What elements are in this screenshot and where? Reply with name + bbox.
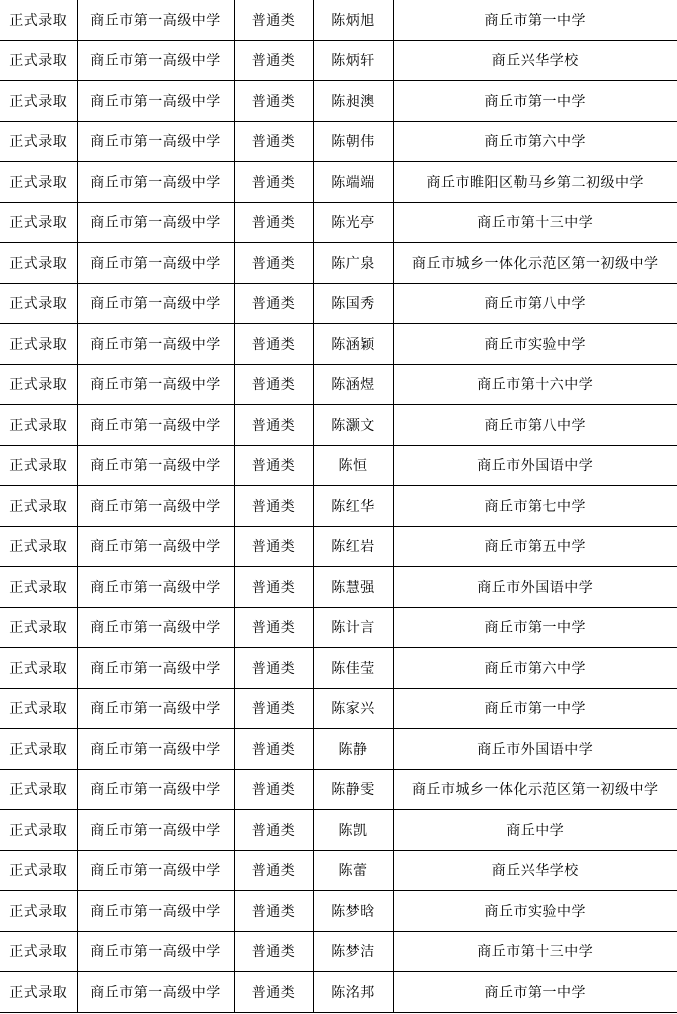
student-name-cell: 陈静雯 [313, 769, 393, 810]
table-row [0, 0, 677, 40]
student-name-cell: 陈红岩 [313, 526, 393, 567]
table-row [0, 688, 677, 729]
table-row [0, 121, 677, 162]
student-name-cell: 陈梦洁 [313, 931, 393, 972]
table-row [0, 202, 677, 243]
graduating-school-cell: 商丘市第七中学 [393, 486, 677, 527]
status-cell: 正式录取 [0, 567, 77, 608]
category-cell: 普通类 [234, 567, 313, 608]
student-name-cell: 陈计言 [313, 607, 393, 648]
admitting-school-cell: 商丘市第一高级中学 [77, 364, 234, 405]
table-row [0, 567, 677, 608]
status-cell: 正式录取 [0, 243, 77, 284]
admitting-school-cell: 商丘市第一高级中学 [77, 445, 234, 486]
table-row [0, 526, 677, 567]
table-row [0, 40, 677, 81]
table-row [0, 405, 677, 446]
category-cell: 普通类 [234, 324, 313, 365]
graduating-school-cell: 商丘市睢阳区勒马乡第二初级中学 [393, 162, 677, 203]
graduating-school-cell: 商丘市外国语中学 [393, 445, 677, 486]
category-cell: 普通类 [234, 0, 313, 40]
category-cell: 普通类 [234, 405, 313, 446]
category-cell: 普通类 [234, 121, 313, 162]
admitting-school-cell: 商丘市第一高级中学 [77, 162, 234, 203]
status-cell: 正式录取 [0, 850, 77, 891]
status-cell: 正式录取 [0, 486, 77, 527]
table-row [0, 972, 677, 1013]
table-row [0, 486, 677, 527]
status-cell: 正式录取 [0, 769, 77, 810]
table-row [0, 445, 677, 486]
status-cell: 正式录取 [0, 283, 77, 324]
admitting-school-cell: 商丘市第一高级中学 [77, 405, 234, 446]
table-row [0, 283, 677, 324]
graduating-school-cell: 商丘市第一中学 [393, 607, 677, 648]
table-row [0, 891, 677, 932]
student-name-cell: 陈炳旭 [313, 0, 393, 40]
admitting-school-cell: 商丘市第一高级中学 [77, 121, 234, 162]
category-cell: 普通类 [234, 688, 313, 729]
table-row [0, 243, 677, 284]
table-row [0, 769, 677, 810]
status-cell: 正式录取 [0, 648, 77, 689]
table-row [0, 729, 677, 770]
table-row [0, 162, 677, 203]
graduating-school-cell: 商丘市第五中学 [393, 526, 677, 567]
status-cell: 正式录取 [0, 445, 77, 486]
category-cell: 普通类 [234, 891, 313, 932]
graduating-school-cell: 商丘市实验中学 [393, 891, 677, 932]
admitting-school-cell: 商丘市第一高级中学 [77, 810, 234, 851]
graduating-school-cell: 商丘市城乡一体化示范区第一初级中学 [393, 243, 677, 284]
status-cell: 正式录取 [0, 81, 77, 122]
admitting-school-cell: 商丘市第一高级中学 [77, 243, 234, 284]
student-name-cell: 陈国秀 [313, 283, 393, 324]
student-name-cell: 陈慧强 [313, 567, 393, 608]
admitting-school-cell: 商丘市第一高级中学 [77, 567, 234, 608]
category-cell: 普通类 [234, 850, 313, 891]
category-cell: 普通类 [234, 283, 313, 324]
status-cell: 正式录取 [0, 121, 77, 162]
graduating-school-cell: 商丘市第一中学 [393, 688, 677, 729]
status-cell: 正式录取 [0, 40, 77, 81]
student-name-cell: 陈凯 [313, 810, 393, 851]
admitting-school-cell: 商丘市第一高级中学 [77, 202, 234, 243]
graduating-school-cell: 商丘市第六中学 [393, 648, 677, 689]
graduating-school-cell: 商丘市实验中学 [393, 324, 677, 365]
table-row [0, 364, 677, 405]
student-name-cell: 陈涵煜 [313, 364, 393, 405]
status-cell: 正式录取 [0, 972, 77, 1013]
graduating-school-cell: 商丘市第八中学 [393, 283, 677, 324]
status-cell: 正式录取 [0, 931, 77, 972]
table-row [0, 648, 677, 689]
category-cell: 普通类 [234, 648, 313, 689]
category-cell: 普通类 [234, 162, 313, 203]
student-name-cell: 陈红华 [313, 486, 393, 527]
student-name-cell: 陈恒 [313, 445, 393, 486]
admitting-school-cell: 商丘市第一高级中学 [77, 324, 234, 365]
admitting-school-cell: 商丘市第一高级中学 [77, 931, 234, 972]
category-cell: 普通类 [234, 972, 313, 1013]
graduating-school-cell: 商丘市第八中学 [393, 405, 677, 446]
category-cell: 普通类 [234, 607, 313, 648]
status-cell: 正式录取 [0, 0, 77, 40]
graduating-school-cell: 商丘兴华学校 [393, 850, 677, 891]
student-name-cell: 陈昶澳 [313, 81, 393, 122]
student-name-cell: 陈涵颖 [313, 324, 393, 365]
graduating-school-cell: 商丘中学 [393, 810, 677, 851]
status-cell: 正式录取 [0, 607, 77, 648]
status-cell: 正式录取 [0, 729, 77, 770]
admitting-school-cell: 商丘市第一高级中学 [77, 648, 234, 689]
graduating-school-cell: 商丘市外国语中学 [393, 567, 677, 608]
graduating-school-cell: 商丘市外国语中学 [393, 729, 677, 770]
status-cell: 正式录取 [0, 202, 77, 243]
table-row [0, 324, 677, 365]
status-cell: 正式录取 [0, 688, 77, 729]
graduating-school-cell: 商丘兴华学校 [393, 40, 677, 81]
student-name-cell: 陈广泉 [313, 243, 393, 284]
admitting-school-cell: 商丘市第一高级中学 [77, 526, 234, 567]
student-name-cell: 陈端端 [313, 162, 393, 203]
graduating-school-cell: 商丘市第十三中学 [393, 931, 677, 972]
category-cell: 普通类 [234, 729, 313, 770]
category-cell: 普通类 [234, 243, 313, 284]
admitting-school-cell: 商丘市第一高级中学 [77, 486, 234, 527]
admitting-school-cell: 商丘市第一高级中学 [77, 769, 234, 810]
category-cell: 普通类 [234, 40, 313, 81]
student-name-cell: 陈静 [313, 729, 393, 770]
student-name-cell: 陈灏文 [313, 405, 393, 446]
graduating-school-cell: 商丘市第十六中学 [393, 364, 677, 405]
status-cell: 正式录取 [0, 324, 77, 365]
status-cell: 正式录取 [0, 526, 77, 567]
student-name-cell: 陈炳轩 [313, 40, 393, 81]
category-cell: 普通类 [234, 931, 313, 972]
graduating-school-cell: 商丘市第一中学 [393, 0, 677, 40]
admitting-school-cell: 商丘市第一高级中学 [77, 891, 234, 932]
table-row [0, 850, 677, 891]
status-cell: 正式录取 [0, 810, 77, 851]
category-cell: 普通类 [234, 486, 313, 527]
table-row [0, 810, 677, 851]
student-name-cell: 陈光亭 [313, 202, 393, 243]
graduating-school-cell: 商丘市第六中学 [393, 121, 677, 162]
admitting-school-cell: 商丘市第一高级中学 [77, 607, 234, 648]
category-cell: 普通类 [234, 769, 313, 810]
status-cell: 正式录取 [0, 364, 77, 405]
category-cell: 普通类 [234, 364, 313, 405]
admitting-school-cell: 商丘市第一高级中学 [77, 688, 234, 729]
student-name-cell: 陈梦晗 [313, 891, 393, 932]
graduating-school-cell: 商丘市第十三中学 [393, 202, 677, 243]
status-cell: 正式录取 [0, 162, 77, 203]
category-cell: 普通类 [234, 202, 313, 243]
category-cell: 普通类 [234, 81, 313, 122]
admitting-school-cell: 商丘市第一高级中学 [77, 81, 234, 122]
table-row [0, 607, 677, 648]
category-cell: 普通类 [234, 445, 313, 486]
graduating-school-cell: 商丘市城乡一体化示范区第一初级中学 [393, 769, 677, 810]
student-name-cell: 陈蕾 [313, 850, 393, 891]
student-name-cell: 陈佳莹 [313, 648, 393, 689]
graduating-school-cell: 商丘市第一中学 [393, 972, 677, 1013]
admitting-school-cell: 商丘市第一高级中学 [77, 283, 234, 324]
category-cell: 普通类 [234, 526, 313, 567]
category-cell: 普通类 [234, 810, 313, 851]
table-row [0, 931, 677, 972]
admitting-school-cell: 商丘市第一高级中学 [77, 972, 234, 1013]
student-name-cell: 陈洺邦 [313, 972, 393, 1013]
student-name-cell: 陈家兴 [313, 688, 393, 729]
graduating-school-cell: 商丘市第一中学 [393, 81, 677, 122]
student-name-cell: 陈朝伟 [313, 121, 393, 162]
admitting-school-cell: 商丘市第一高级中学 [77, 729, 234, 770]
status-cell: 正式录取 [0, 405, 77, 446]
admitting-school-cell: 商丘市第一高级中学 [77, 40, 234, 81]
admitting-school-cell: 商丘市第一高级中学 [77, 0, 234, 40]
table-row [0, 81, 677, 122]
admitting-school-cell: 商丘市第一高级中学 [77, 850, 234, 891]
status-cell: 正式录取 [0, 891, 77, 932]
